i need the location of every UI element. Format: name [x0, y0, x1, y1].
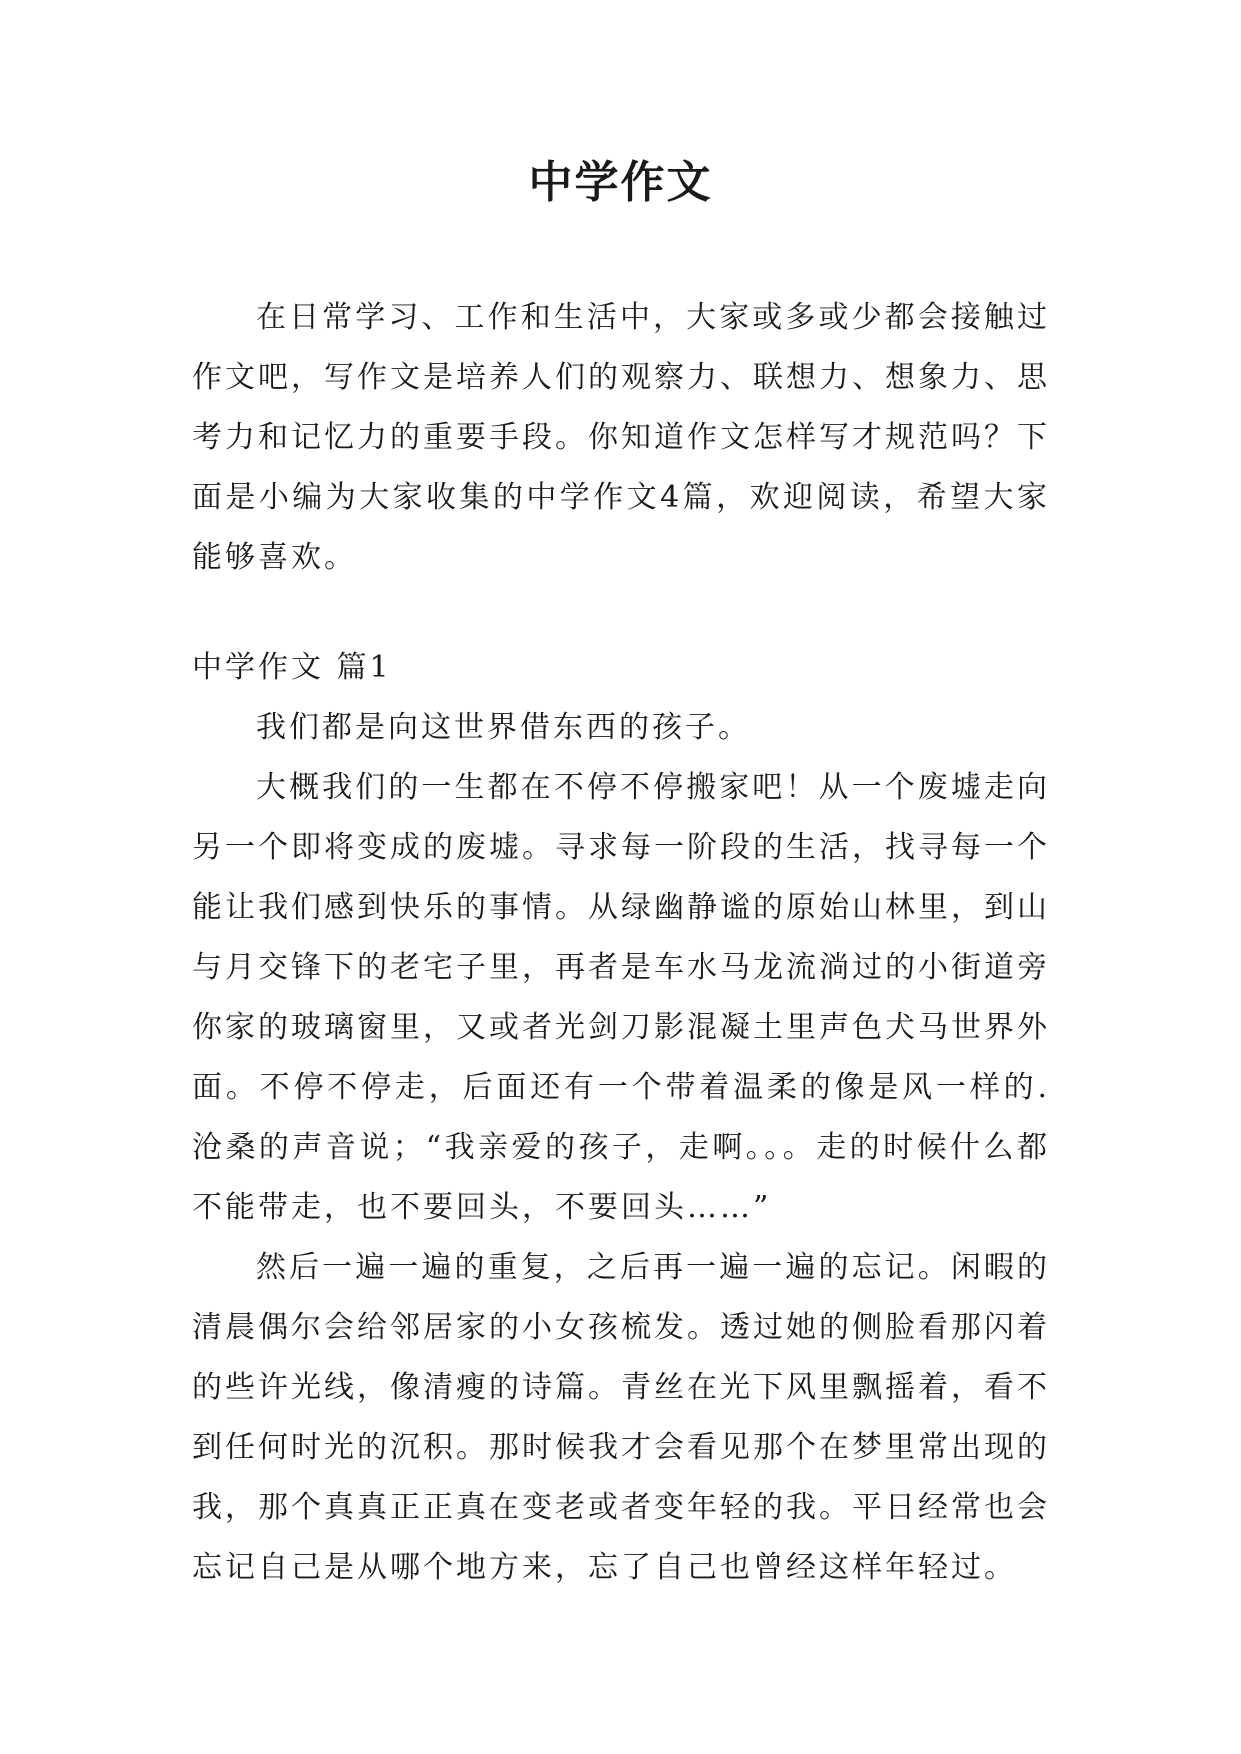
- section-heading: 中学作文 篇1: [192, 650, 392, 685]
- intro-paragraph: 在日常学习、工作和生活中，大家或多或少都会接触过作文吧，写作文是培养人们的观察力、联想力、想象力、思考力和记忆力的重要手段。你知道作文怎样写才规范吗？下面是小编为大家收集的中学作文4篇，欢迎阅读，希望大家能够喜欢。: [192, 300, 1050, 575]
- article-paragraph-1: 我们都是向这世界借东西的孩子。: [256, 710, 751, 745]
- document-title: 中学作文: [528, 157, 713, 208]
- article-paragraph-3: 然后一遍一遍的重复，之后再一遍一遍的忘记。闲暇的清晨偶尔会给邻居家的小女孩梳发。透过她的侧脸看那闪着的些许光线，像清瘦的诗篇。青丝在光下风里飘摇着，看不到任何时光的沉积。那时候我才会看见那个在梦里常出现的我，那个真真正正真在变老或者变年轻的我。平日经常也会忘记自己是从哪个地方来，忘了自己也曾经这样年轻过。: [192, 1250, 1050, 1585]
- article-body: [192, 698, 1050, 1598]
- article-paragraph-2: 大概我们的一生都在不停不停搬家吧！从一个废墟走向另一个即将变成的废墟。寻求每一阶段的生活，找寻每一个能让我们感到快乐的事情。从绿幽静谧的原始山林里，到山与月交锋下的老宅子里，再者是车水马龙流淌过的小街道旁你家的玻璃窗里，又或者光剑刀影混凝土里声色犬马世界外面。不停不停走，后面还有一个带着温柔的像是风一样的.沧桑的声音说；“我亲爱的孩子，走啊。。。走的时候什么都不能带走，也不要回头，不要回头……”: [192, 770, 1050, 1225]
